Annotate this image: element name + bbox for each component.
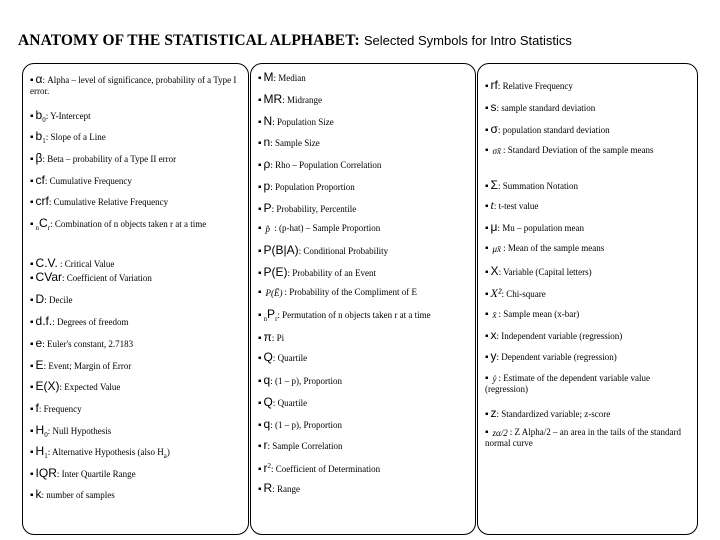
bullet: ▪ — [258, 160, 262, 171]
right-symbol-entry — [485, 309, 690, 320]
bullet: ▪ — [30, 361, 34, 372]
bullet: ▪ — [258, 376, 262, 387]
symbol-description: : Cumulative Relative Frequency — [48, 197, 169, 207]
bullet: ▪ — [30, 219, 34, 230]
right-symbol-entry — [485, 145, 690, 156]
formula-symbol: ŷ — [492, 373, 497, 384]
symbol: E(X) — [35, 379, 60, 393]
bullet: ▪ — [485, 201, 489, 212]
middle-symbol-entry — [258, 181, 468, 193]
symbol: P — [267, 307, 276, 321]
right-symbol-entry — [485, 351, 690, 363]
middle-symbol-entry — [258, 223, 468, 234]
description-subscript: a — [163, 451, 167, 460]
symbol-description: : Pi — [271, 333, 285, 343]
bullet: ▪ — [258, 353, 262, 364]
symbol-description: : Independent variable (regression) — [496, 331, 623, 341]
symbol-subscript: 1 — [42, 136, 46, 145]
symbol: r — [263, 438, 268, 452]
symbol: y — [490, 349, 497, 363]
bullet: ▪ — [258, 73, 262, 84]
title-main: ANATOMY OF THE STATISTICAL ALPHABET: — [18, 32, 360, 49]
symbol-description: : Sample Size — [270, 138, 320, 148]
bullet: ▪ — [30, 273, 34, 284]
middle-symbol-entry — [258, 375, 468, 387]
left-symbol-entry — [30, 468, 240, 480]
middle-symbol-entry — [258, 461, 468, 475]
bullet: ▪ — [30, 176, 34, 187]
middle-symbol-entry — [258, 440, 468, 452]
right-symbol-entry — [485, 266, 690, 278]
middle-symbol-entry — [258, 94, 468, 106]
left-symbol-entry — [30, 338, 240, 350]
right-symbol-entry — [485, 427, 690, 448]
symbol-description: : Probability of an Event — [287, 268, 377, 278]
symbol: x — [490, 328, 497, 342]
middle-symbol-entry — [258, 245, 468, 257]
bullet: ▪ — [258, 95, 262, 106]
symbol-description: : Euler's constant, 2.7183 — [42, 339, 134, 349]
middle-symbol-entry — [258, 309, 468, 324]
symbol: ρ — [263, 157, 271, 171]
bullet: ▪ — [30, 339, 34, 350]
symbol: b — [35, 108, 43, 122]
symbol-description: : Event; Margin of Error — [43, 361, 132, 371]
symbol: crf — [35, 194, 49, 208]
bullet: ▪ — [258, 246, 262, 257]
bullet: ▪ — [485, 289, 489, 300]
bullet: ▪ — [258, 287, 262, 298]
formula-symbol: p̂ — [265, 223, 271, 234]
formula-symbol: x̄ — [492, 309, 497, 320]
bullet: ▪ — [485, 81, 489, 92]
symbol-description: : Z Alpha/2 – an area in the tails of the standard normal curve — [485, 427, 681, 448]
bullet: ▪ — [485, 352, 489, 363]
bullet: ▪ — [30, 295, 34, 306]
symbol-description: : Standard Deviation of the sample means — [502, 145, 654, 155]
middle-symbol-entry — [258, 419, 468, 431]
symbol-description: : Mu – population mean — [497, 223, 584, 233]
symbol-description: : Probability, Percentile — [271, 204, 357, 214]
symbol: p — [263, 179, 271, 193]
right-symbol-entry — [485, 408, 690, 420]
bullet: ▪ — [30, 426, 34, 437]
symbol: α — [35, 72, 43, 86]
symbol-subscript: r — [47, 223, 51, 232]
symbol: CVar — [35, 270, 62, 284]
middle-symbol-entry — [258, 159, 468, 171]
symbol-description: : Slope of a Line — [45, 132, 106, 142]
symbol: e — [35, 336, 43, 350]
symbol-description: : Inter Quartile Range — [56, 469, 136, 479]
bullet: ▪ — [30, 75, 34, 86]
symbol-description: : Sample Correlation — [267, 441, 343, 451]
right-symbol-entry — [485, 288, 690, 300]
left-symbol-entry — [30, 489, 240, 501]
symbol: t — [490, 198, 494, 212]
symbol: X — [490, 264, 499, 278]
symbol: P(B|A) — [263, 243, 299, 257]
left-symbol-entry — [30, 360, 240, 372]
right-symbol-entry — [485, 373, 690, 394]
symbol: P — [263, 201, 272, 215]
symbol-prefix-subscript: n — [35, 223, 40, 232]
middle-symbol-entry — [258, 267, 468, 279]
symbol-description: : Conditional Probability — [298, 246, 389, 256]
right-symbol-entry — [485, 200, 690, 212]
symbol-subscript: 0 — [44, 430, 48, 439]
symbol-description: : Median — [273, 73, 306, 83]
middle-symbol-entry — [258, 116, 468, 128]
middle-symbol-entry — [258, 203, 468, 215]
formula-symbol: zα/2 — [492, 427, 508, 438]
formula-symbol: μx̄ — [492, 243, 502, 254]
symbol: C — [39, 216, 48, 230]
bullet: ▪ — [258, 310, 262, 321]
left-symbol-entry — [30, 294, 240, 306]
left-symbol-entry — [30, 153, 240, 165]
bullet: ▪ — [258, 484, 262, 495]
right-symbol-entry — [485, 330, 690, 342]
symbol-description: : Null Hypothesis — [47, 426, 112, 436]
symbol: f — [35, 401, 39, 415]
symbol-subscript: 0 — [42, 115, 46, 124]
left-symbol-entry — [30, 175, 240, 187]
description-end: ) — [166, 447, 170, 457]
bullet: ▪ — [30, 259, 34, 270]
bullet: ▪ — [30, 197, 34, 208]
symbol-description: : Beta – probability of a Type II error — [42, 154, 177, 164]
symbol: cf — [35, 173, 45, 187]
bullet: ▪ — [30, 132, 34, 143]
symbol: H — [35, 423, 45, 437]
left-symbol-entry — [30, 403, 240, 415]
formula-symbol: σx̄ — [492, 145, 501, 156]
symbol: z — [490, 406, 497, 420]
symbol-description: : Y-Intercept — [45, 111, 91, 121]
symbol-description: : Population Size — [272, 117, 334, 127]
symbol-description: : Critical Value — [57, 259, 115, 269]
right-symbol-entry — [485, 222, 690, 234]
symbol-description: : Cumulative Frequency — [44, 176, 132, 186]
symbol: P(E) — [263, 265, 288, 279]
bullet: ▪ — [30, 404, 34, 415]
symbol-description: : (p-hat) – Sample Proportion — [272, 223, 381, 233]
left-symbol-entry — [30, 110, 240, 125]
symbol-description: : Estimate of the dependent variable value (regression) — [485, 373, 650, 394]
middle-symbol-entry — [258, 332, 468, 344]
symbol-description: : Frequency — [38, 404, 82, 414]
bullet: ▪ — [258, 420, 262, 431]
symbol-description: : Probability of the Compliment of E — [284, 287, 418, 297]
symbol: r — [263, 461, 268, 475]
symbol-prefix-subscript: n — [263, 314, 268, 323]
right-symbol-entry — [485, 80, 690, 92]
symbol-superscript: 2 — [267, 462, 272, 470]
symbol-subscript: 1 — [44, 451, 48, 460]
formula-symbol: P(Ē) — [265, 287, 283, 298]
symbol-description: : Population Proportion — [270, 182, 355, 192]
bullet: ▪ — [258, 464, 262, 475]
bullet: ▪ — [258, 268, 262, 279]
symbol-description: : Chi-square — [501, 289, 546, 299]
symbol-description: : Relative Frequency — [497, 81, 573, 91]
symbol: D — [35, 292, 45, 306]
symbol-description: : Coefficient of Variation — [62, 273, 152, 283]
left-symbol-entry — [30, 131, 240, 146]
symbol: C.V. — [35, 256, 58, 270]
bullet: ▪ — [30, 447, 34, 458]
symbol-description: : Range — [272, 484, 300, 494]
symbol-description: : Alpha – level of significance, probability of a Type I error. — [30, 75, 237, 96]
symbol-description: : Midrange — [282, 95, 322, 105]
symbol: β — [35, 151, 43, 165]
symbol-description: : t-test value — [493, 201, 539, 211]
middle-symbol-entry — [258, 287, 468, 298]
bullet: ▪ — [258, 138, 262, 149]
bullet: ▪ — [485, 409, 489, 420]
bullet: ▪ — [30, 382, 34, 393]
symbol-description: : Combination of n objects taken r at a time — [50, 219, 207, 229]
bullet: ▪ — [30, 469, 34, 480]
symbol: k — [35, 487, 42, 501]
symbol: σ — [490, 122, 498, 136]
symbol: Q — [263, 350, 273, 364]
symbol-description: : Variable (Capital letters) — [498, 267, 592, 277]
middle-symbol-entry — [258, 352, 468, 364]
symbol: π — [263, 330, 272, 344]
left-symbol-entry — [30, 316, 240, 328]
symbol: R — [263, 481, 273, 495]
symbol: q — [263, 417, 271, 431]
symbol: q — [263, 373, 271, 387]
symbol-description: : Summation Notation — [497, 181, 578, 191]
symbol: Σ — [490, 178, 498, 192]
page-title — [18, 32, 572, 50]
left-symbol-entry — [30, 272, 240, 284]
left-symbol-entry — [30, 381, 240, 393]
symbol-description: : number of samples — [41, 490, 115, 500]
symbol: Q — [263, 395, 273, 409]
symbol: N — [263, 114, 273, 128]
middle-symbol-entry — [258, 137, 468, 149]
symbol-description: : Degrees of freedom — [52, 317, 129, 327]
bullet: ▪ — [30, 111, 34, 122]
left-symbol-entry — [30, 425, 240, 440]
symbol-description: : Decile — [44, 295, 73, 305]
symbol: E — [35, 358, 44, 372]
symbol: rf — [490, 78, 498, 92]
bullet: ▪ — [258, 398, 262, 409]
bullet: ▪ — [485, 103, 489, 114]
bullet: ▪ — [258, 223, 262, 234]
symbol-description: : Permutation of n objects taken r at a time — [277, 310, 431, 320]
bullet: ▪ — [258, 182, 262, 193]
bullet: ▪ — [258, 204, 262, 215]
symbol-description: : Mean of the sample means — [503, 243, 605, 253]
symbol-description: : Quartile — [272, 353, 308, 363]
bullet: ▪ — [485, 181, 489, 192]
bullet: ▪ — [485, 331, 489, 342]
symbol: n — [263, 135, 271, 149]
symbol-description: : Rho – Population Correlation — [270, 160, 382, 170]
symbol-description: : Coefficient of Determination — [271, 464, 381, 474]
bullet: ▪ — [258, 333, 262, 344]
bullet: ▪ — [485, 427, 489, 438]
bullet: ▪ — [485, 223, 489, 234]
symbol: b — [35, 129, 43, 143]
left-symbol-entry — [30, 446, 240, 461]
symbol-description: : population standard deviation — [497, 125, 610, 135]
symbol: IQR — [35, 466, 57, 480]
symbol-description: : (1 – p), Proportion — [270, 420, 342, 430]
symbol-description: : sample standard deviation — [496, 103, 596, 113]
symbol-description: : Sample mean (x-bar) — [498, 309, 580, 319]
symbol: X² — [490, 286, 502, 300]
symbol-description: : Quartile — [272, 398, 308, 408]
bullet: ▪ — [485, 373, 489, 384]
bullet: ▪ — [485, 309, 489, 320]
right-symbol-entry — [485, 124, 690, 136]
symbol: μ — [490, 220, 498, 234]
bullet: ▪ — [485, 145, 489, 156]
symbol: d.f. — [35, 314, 53, 328]
symbol: H — [35, 444, 45, 458]
symbol-description: : Alternative Hypothesis (also H — [47, 447, 164, 457]
symbol: M — [263, 70, 274, 84]
symbol: s — [490, 100, 497, 114]
right-symbol-entry — [485, 102, 690, 114]
left-symbol-entry — [30, 74, 240, 96]
middle-symbol-entry — [258, 483, 468, 495]
bullet: ▪ — [485, 267, 489, 278]
symbol-description: : Expected Value — [59, 382, 121, 392]
bullet: ▪ — [485, 125, 489, 136]
right-symbol-entry — [485, 243, 690, 254]
left-symbol-entry — [30, 218, 240, 233]
symbol-subscript: r — [275, 314, 278, 323]
symbol-description: : Dependent variable (regression) — [496, 352, 617, 362]
middle-symbol-entry — [258, 72, 468, 84]
bullet: ▪ — [30, 490, 34, 501]
bullet: ▪ — [485, 243, 489, 254]
symbol: MR — [263, 92, 283, 106]
bullet: ▪ — [258, 117, 262, 128]
right-symbol-entry — [485, 180, 690, 192]
symbol-description: : (1 – p), Proportion — [270, 376, 342, 386]
bullet: ▪ — [30, 317, 34, 328]
bullet: ▪ — [258, 441, 262, 452]
middle-symbol-entry — [258, 397, 468, 409]
bullet: ▪ — [30, 154, 34, 165]
symbol-description: : Standardized variable; z-score — [496, 409, 611, 419]
title-sub: Selected Symbols for Intro Statistics — [363, 33, 572, 48]
left-symbol-entry — [30, 258, 240, 270]
left-symbol-entry — [30, 196, 240, 208]
